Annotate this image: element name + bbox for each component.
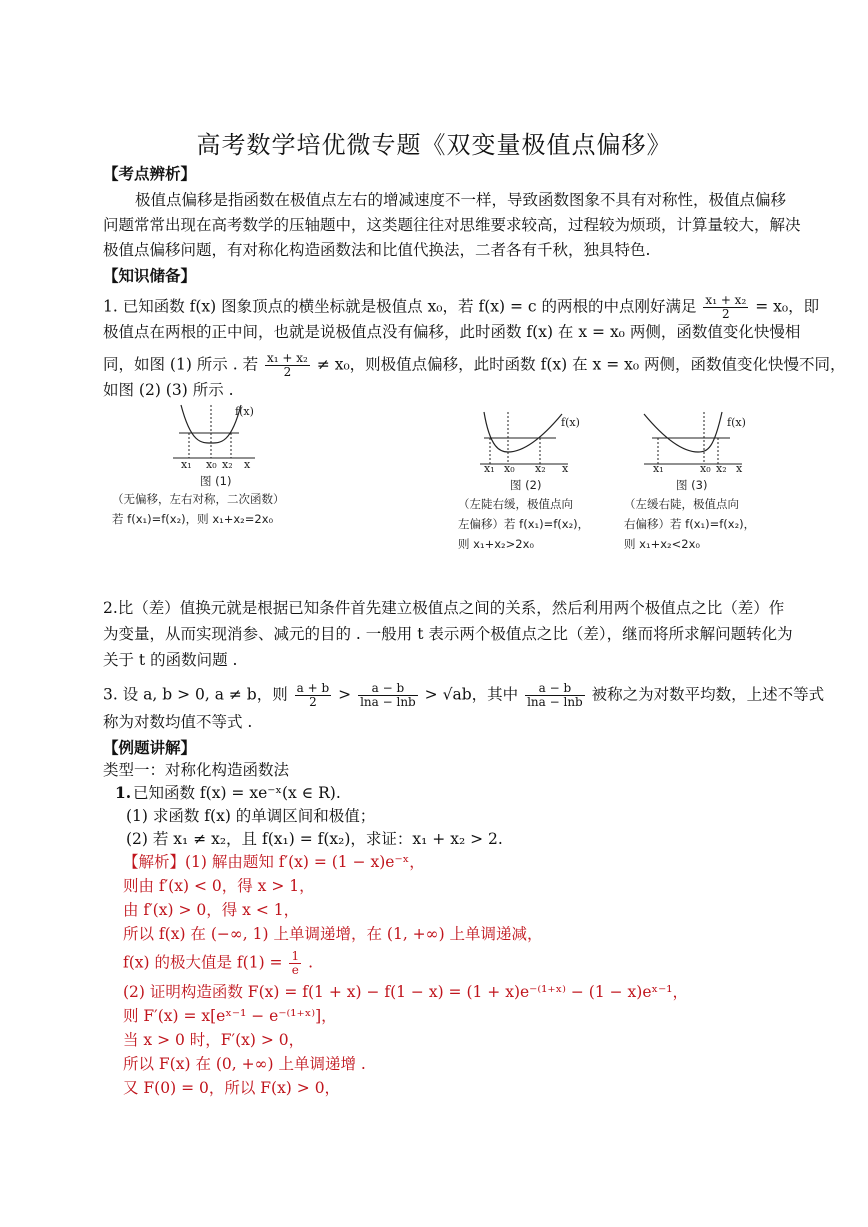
example-part-2: (2) 若 x₁ ≠ x₂，且 f(x₁) = f(x₂)，求证：x₁ + x₂ > 2. [126, 830, 503, 848]
solution-line-1: 【解析】(1) 解由题知 f′(x) = (1 − x)e⁻ˣ， [123, 853, 425, 871]
section-heading-liti: 【例题讲解】 [103, 738, 197, 757]
fraction-log-mean-2 [525, 682, 585, 709]
figure-2-tick-x: x [562, 462, 569, 475]
section-heading-zhishi: 【知识储备】 [103, 266, 197, 285]
knowledge-1-text-c: 同，如图 (1) 所示 . 若 [103, 355, 259, 374]
fraction-numerator: 1 [291, 949, 300, 963]
knowledge-1-text-d: ≠ x₀，则极值点偏移，此时函数 f(x) 在 x = x₀ 两侧，函数值变化快慢不同， [316, 355, 846, 374]
figure-1-label: 图 (1) [200, 474, 232, 488]
knowledge-1-line-1 [103, 294, 819, 321]
figure-3-tick-x0: x₀ [700, 462, 711, 475]
fraction-arith-mean [295, 682, 332, 709]
example-part-1: (1) 求函数 f(x) 的单调区间和极值； [126, 807, 376, 825]
page-title: 高考数学培优微专题《双变量极值点偏移》 [196, 131, 672, 159]
solution-line-6: (2) 证明构造函数 F(x) = f(1 + x) − f(1 − x) = (1 + x)e⁻⁽¹⁺ˣ⁾ − (1 − x)eˣ⁻¹， [123, 983, 688, 1001]
figure-1-caption-1: （无偏移，左右对称，二次函数） [112, 492, 285, 506]
figure-1-tick-x: x [244, 458, 251, 471]
fraction-denominator: lna − lnb [360, 695, 416, 709]
figure-1-fx-label: f(x) [235, 405, 254, 418]
knowledge-3-gt: > [338, 685, 352, 704]
figure-3-fx-label: f(x) [727, 416, 746, 429]
figure-2-caption-3: 则 x₁+x₂>2x₀ [458, 537, 534, 551]
solution-line-5 [123, 950, 313, 977]
fraction-denominator: 2 [722, 307, 730, 321]
solution-line-9: 所以 F(x) 在 (0, +∞) 上单调递增 . [123, 1055, 366, 1073]
solution-line-2: 则由 f′(x) < 0，得 x > 1， [123, 877, 315, 895]
fraction-numerator: x₁ + x₂ [705, 293, 747, 307]
fraction-denominator: e [291, 963, 299, 977]
example-question: 已知函数 f(x) = xe⁻ˣ(x ∈ R). [133, 784, 341, 802]
fraction-max-value [289, 950, 301, 977]
knowledge-3-line-2: 称为对数均值不等式 . [103, 713, 253, 731]
fraction-log-mean [358, 682, 418, 709]
solution-line-3: 由 f′(x) > 0，得 x < 1， [123, 901, 300, 919]
fraction-numerator: a − b [525, 682, 585, 696]
example-number: 1. [115, 783, 132, 802]
knowledge-1-text-b: = x₀，即 [755, 297, 820, 316]
solution-max-end: . [308, 953, 313, 972]
knowledge-3-line-1 [103, 682, 824, 709]
fraction-midpoint [703, 294, 748, 321]
knowledge-2-line-1: 2.比（差）值换元就是根据已知条件首先建立极值点之间的关系，然后利用两个极值点之比（差）作 [103, 599, 785, 617]
fraction-denominator: 2 [283, 365, 292, 379]
solution-max-text: f(x) 的极大值是 f(1) = [123, 953, 283, 972]
knowledge-3-text-a: 3. 设 a, b > 0, a ≠ b，则 [103, 685, 288, 704]
figure-3-tick-x2: x₂ [716, 462, 727, 475]
figure-2-curve [484, 412, 562, 452]
figure-3-curve [644, 412, 722, 452]
knowledge-1-line-2: 极值点在两根的正中间，也就是说极值点没有偏移，此时函数 f(x) 在 x = x₀ 两侧，函数值变化快慢相 [103, 323, 801, 341]
figure-1-tick-x2: x₂ [222, 458, 233, 471]
section-heading-kaodian: 【考点辨析】 [103, 164, 197, 183]
figure-3-caption-2: 右偏移）若 f(x₁)=f(x₂)， [624, 517, 756, 531]
intro-line-3: 极值点偏移问题，有对称化构造函数法和比值代换法，二者各有千秋，独具特色. [103, 241, 651, 259]
fraction-numerator: x₁ + x₂ [267, 351, 308, 365]
knowledge-3-text-c: 被称之为对数平均数，上述不等式 [591, 685, 825, 704]
solution-line-10: 又 F(0) = 0，所以 F(x) > 0， [123, 1079, 341, 1097]
knowledge-2-line-3: 关于 t 的函数问题 . [103, 651, 238, 669]
figure-2-label: 图 (2) [510, 478, 542, 492]
figure-3-label: 图 (3) [676, 478, 708, 492]
knowledge-1-line-3 [103, 352, 846, 379]
knowledge-3-text-b: > √ab，其中 [424, 685, 519, 704]
figure-3-tick-x: x [736, 462, 743, 475]
solution-line-7: 则 F′(x) = x[eˣ⁻¹ − e⁻⁽¹⁺ˣ⁾]， [123, 1007, 337, 1025]
figure-2-caption-1: （左陡右缓，极值点向 [458, 497, 573, 511]
solution-line-8: 当 x > 0 时，F′(x) > 0， [123, 1031, 305, 1049]
figure-2-tick-x1: x₁ [484, 462, 495, 475]
figure-1-tick-x0: x₀ [206, 458, 217, 471]
fraction-midpoint-2 [265, 352, 310, 379]
knowledge-1-text-a: 1. 已知函数 f(x) 图象顶点的横坐标就是极值点 x₀，若 f(x) = c 的两根的中点刚好满足 [103, 297, 697, 316]
solution-line-4: 所以 f(x) 在 (−∞, 1) 上单调递增，在 (1, +∞) 上单调递减， [123, 925, 543, 943]
figure-3-caption-1: （左缓右陡，极值点向 [624, 497, 739, 511]
figure-1-caption-2: 若 f(x₁)=f(x₂)，则 x₁+x₂=2x₀ [112, 512, 274, 526]
figure-2-tick-x0: x₀ [504, 462, 515, 475]
figure-1-tick-x1: x₁ [181, 458, 192, 471]
knowledge-1-line-4: 如图 (2) (3) 所示 . [103, 381, 234, 399]
intro-line-2: 问题常常出现在高考数学的压轴题中，这类题往往对思维要求较高，过程较为烦琐，计算量较大，解决 [103, 216, 801, 234]
figure-3-tick-x1: x₁ [653, 462, 664, 475]
figure-3-caption-3: 则 x₁+x₂<2x₀ [624, 537, 700, 551]
fraction-denominator: lna − lnb [527, 695, 583, 709]
intro-line-1: 极值点偏移是指函数在极值点左右的增减速度不一样，导致函数图象不具有对称性，极值点偏移 [135, 191, 787, 209]
figure-2-fx-label: f(x) [561, 416, 580, 429]
fraction-numerator: a − b [358, 682, 418, 696]
figure-2-caption-2: 左偏移）若 f(x₁)=f(x₂)， [458, 517, 590, 531]
fraction-numerator: a + b [296, 681, 330, 695]
figure-2-tick-x2: x₂ [535, 462, 546, 475]
type-heading: 类型一：对称化构造函数法 [103, 761, 290, 779]
fraction-denominator: 2 [309, 695, 317, 709]
knowledge-2-line-2: 为变量，从而实现消参、减元的目的 . 一般用 t 表示两个极值点之比（差），继而将所求解问题转化为 [103, 625, 793, 643]
